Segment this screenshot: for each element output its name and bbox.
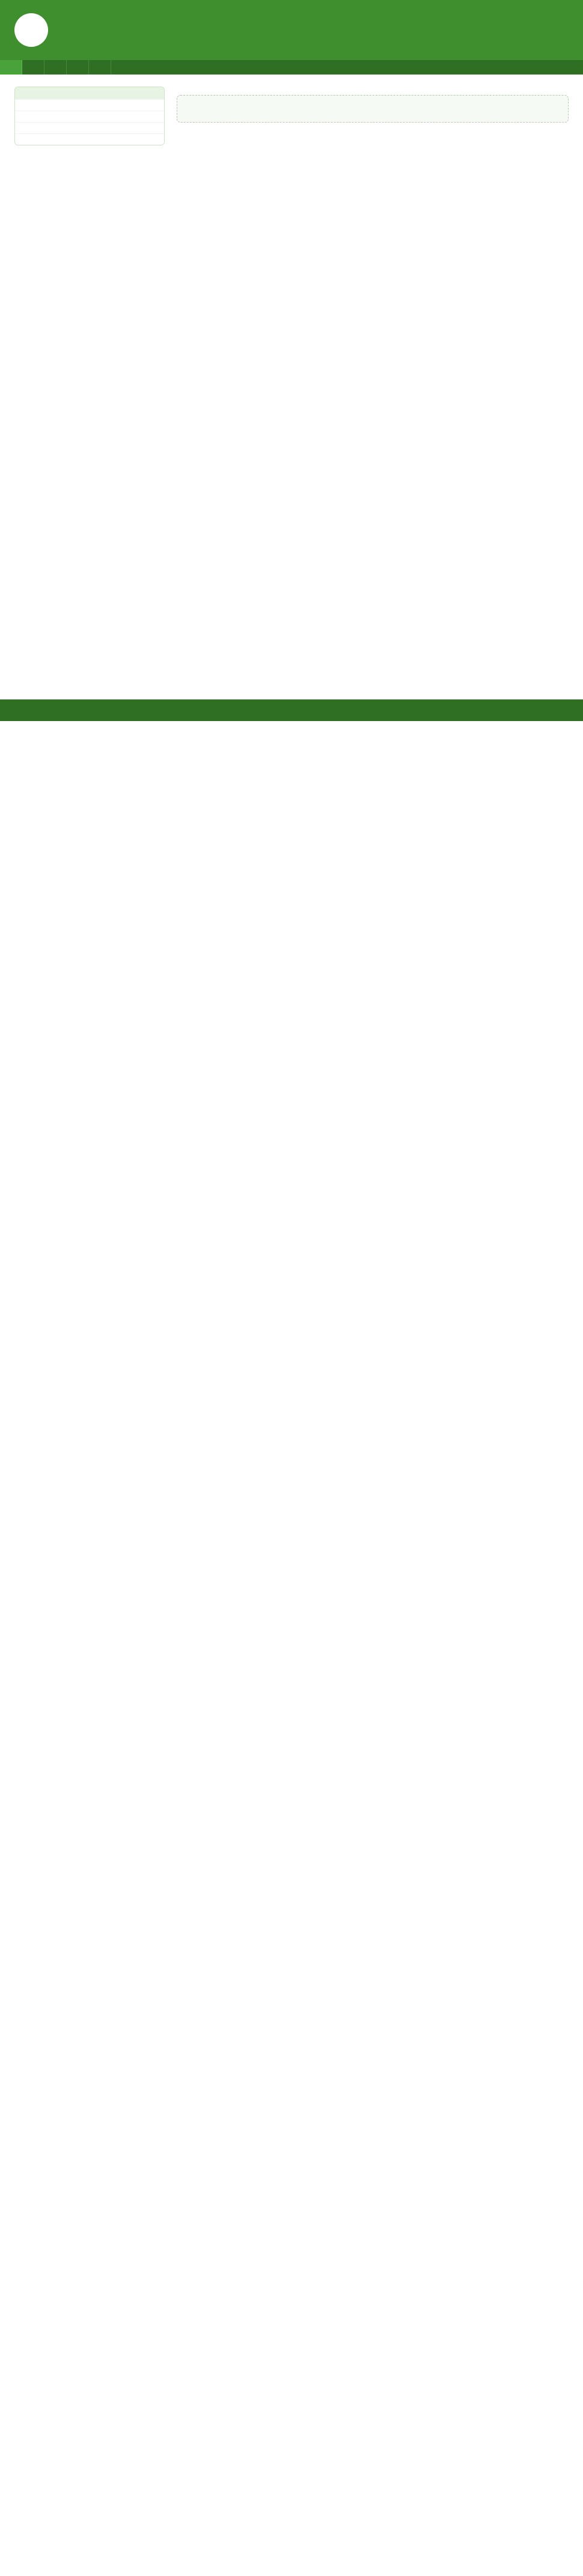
sidebar-link-4[interactable] bbox=[15, 133, 164, 145]
notice-box bbox=[177, 95, 569, 123]
nav-item-1[interactable] bbox=[0, 60, 22, 75]
sidebar bbox=[14, 87, 165, 155]
sidebar-link-1[interactable] bbox=[15, 99, 164, 111]
main-nav bbox=[0, 60, 583, 75]
logo-icon bbox=[14, 13, 48, 47]
brand[interactable] bbox=[14, 13, 56, 47]
site-header bbox=[0, 0, 583, 60]
sidebar-link-2[interactable] bbox=[15, 111, 164, 122]
nav-item-4[interactable] bbox=[67, 60, 89, 75]
sidebar-heading bbox=[15, 87, 164, 99]
sidebar-menu bbox=[14, 87, 165, 145]
layout bbox=[0, 75, 583, 167]
site-footer bbox=[0, 699, 583, 721]
nav-item-5[interactable] bbox=[89, 60, 111, 75]
nav-item-2[interactable] bbox=[22, 60, 44, 75]
nav-item-3[interactable] bbox=[44, 60, 67, 75]
main-content bbox=[177, 87, 569, 155]
page-root bbox=[0, 0, 583, 721]
sidebar-link-3[interactable] bbox=[15, 122, 164, 133]
